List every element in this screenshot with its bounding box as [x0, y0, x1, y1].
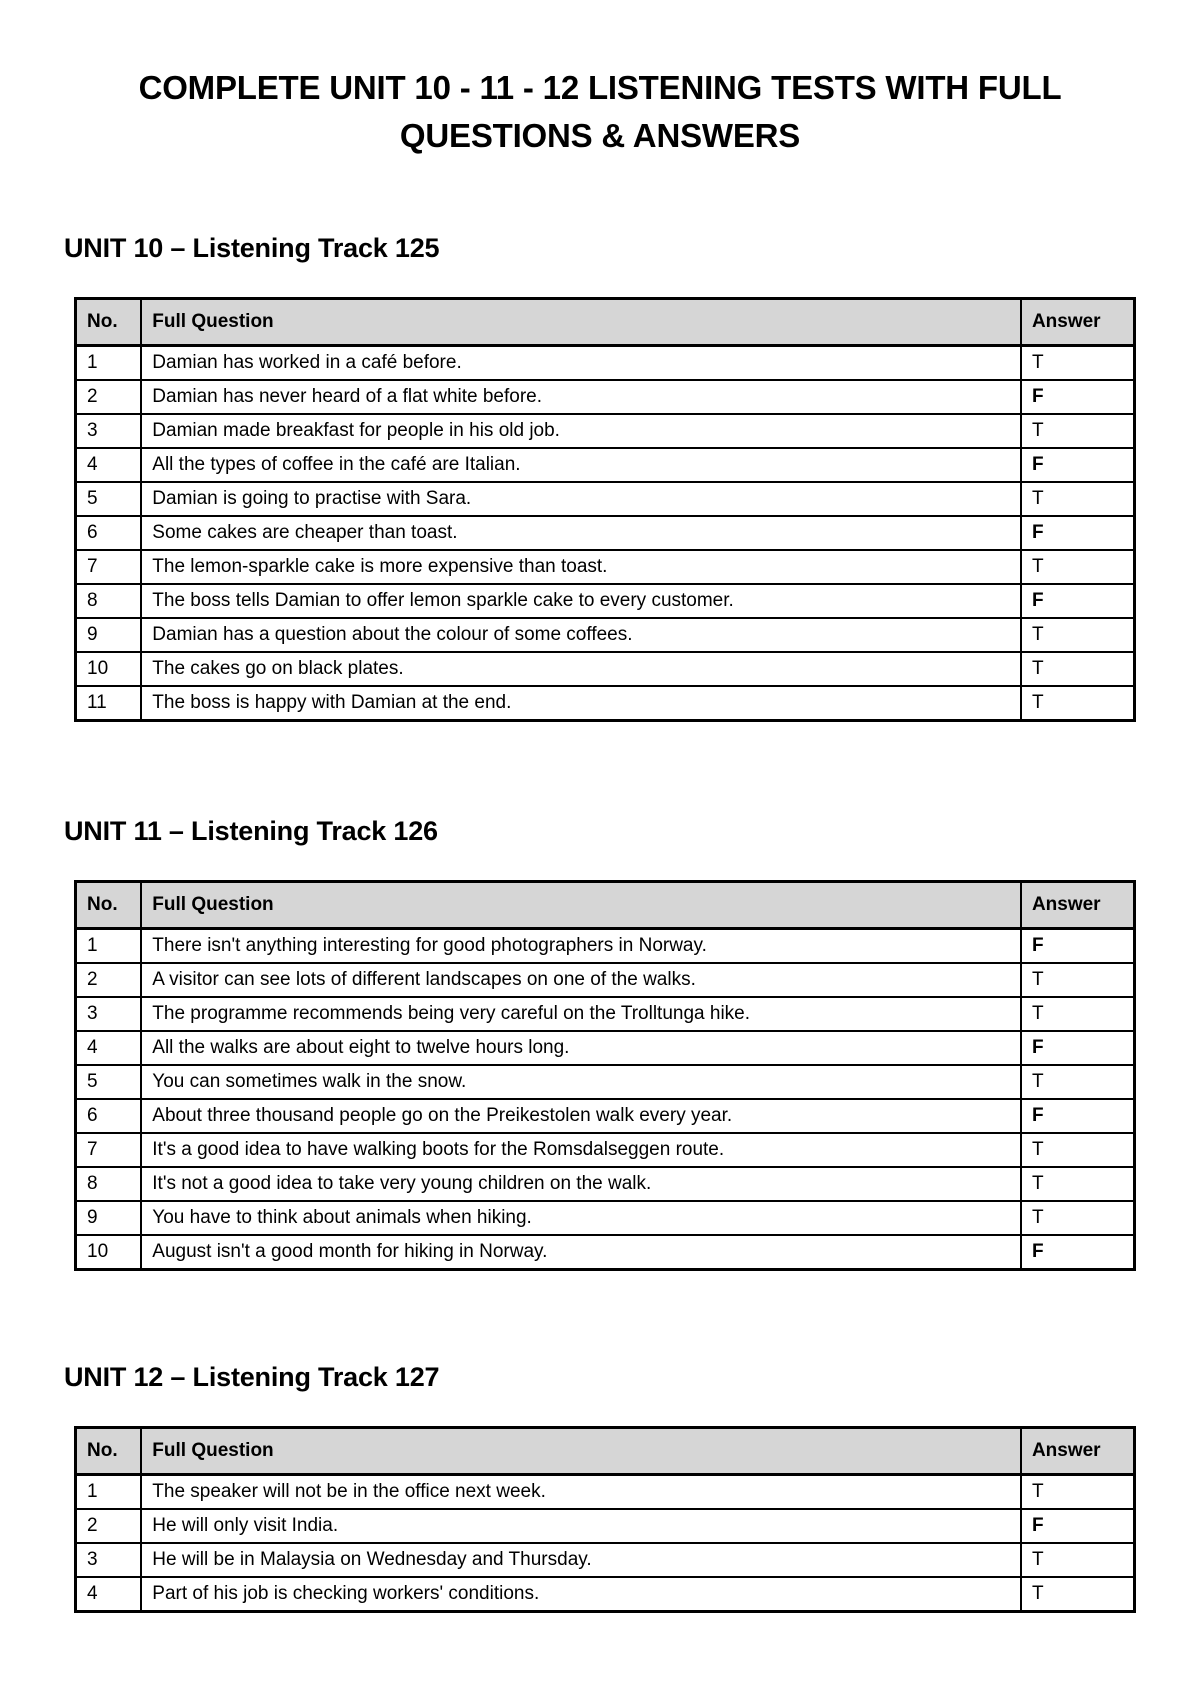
cell-no: 10 — [76, 1235, 142, 1270]
cell-no: 9 — [76, 618, 142, 652]
table-row — [76, 1509, 1135, 1543]
table-row — [76, 1031, 1135, 1065]
table-row — [76, 963, 1135, 997]
cell-answer: T — [1021, 346, 1135, 381]
cell-question: It's not a good idea to take very young children on the walk. — [141, 1167, 1021, 1201]
cell-question: The lemon-sparkle cake is more expensive than toast. — [141, 550, 1021, 584]
cell-question: Damian has a question about the colour of some coffees. — [141, 618, 1021, 652]
column-header-no: No. — [76, 1428, 142, 1475]
column-header-question: Full Question — [141, 1428, 1021, 1475]
table-row — [76, 516, 1135, 550]
unit-11-table — [74, 880, 1136, 1271]
cell-answer: F — [1021, 516, 1135, 550]
cell-question: There isn't anything interesting for good photographers in Norway. — [141, 929, 1021, 964]
table-header-row — [76, 1428, 1135, 1475]
table-row — [76, 1065, 1135, 1099]
cell-no: 5 — [76, 482, 142, 516]
cell-answer: T — [1021, 997, 1135, 1031]
table-body — [76, 1475, 1135, 1612]
cell-question: All the walks are about eight to twelve hours long. — [141, 1031, 1021, 1065]
column-header-answer: Answer — [1021, 882, 1135, 929]
cell-question: August isn't a good month for hiking in Norway. — [141, 1235, 1021, 1270]
cell-answer: T — [1021, 1167, 1135, 1201]
table-body — [76, 929, 1135, 1270]
unit-12-heading: UNIT 12 – Listening Track 127 — [64, 1362, 440, 1392]
cell-question: The cakes go on black plates. — [141, 652, 1021, 686]
table-row — [76, 346, 1135, 381]
table-row — [76, 1201, 1135, 1235]
table-body — [76, 346, 1135, 721]
cell-no: 1 — [76, 929, 142, 964]
cell-question: The programme recommends being very careful on the Trolltunga hike. — [141, 997, 1021, 1031]
table-row — [76, 482, 1135, 516]
table-header-row — [76, 882, 1135, 929]
cell-question: Damian has never heard of a flat white before. — [141, 380, 1021, 414]
table-row — [76, 929, 1135, 964]
cell-no: 5 — [76, 1065, 142, 1099]
table-row — [76, 1133, 1135, 1167]
cell-answer: F — [1021, 1031, 1135, 1065]
column-header-no: No. — [76, 299, 142, 346]
cell-no: 3 — [76, 1543, 142, 1577]
cell-answer: T — [1021, 1577, 1135, 1612]
table-row — [76, 1475, 1135, 1510]
cell-no: 6 — [76, 1099, 142, 1133]
cell-question: All the types of coffee in the café are Italian. — [141, 448, 1021, 482]
table-row — [76, 448, 1135, 482]
cell-answer: F — [1021, 380, 1135, 414]
table-row — [76, 414, 1135, 448]
cell-question: Some cakes are cheaper than toast. — [141, 516, 1021, 550]
cell-answer: F — [1021, 584, 1135, 618]
cell-answer: T — [1021, 1475, 1135, 1510]
cell-question: Damian has worked in a café before. — [141, 346, 1021, 381]
cell-answer: T — [1021, 1133, 1135, 1167]
cell-no: 4 — [76, 1031, 142, 1065]
column-header-question: Full Question — [141, 299, 1021, 346]
table-row — [76, 1543, 1135, 1577]
cell-question: He will be in Malaysia on Wednesday and Thursday. — [141, 1543, 1021, 1577]
cell-question: The boss is happy with Damian at the end. — [141, 686, 1021, 721]
cell-question: It's a good idea to have walking boots for the Romsdalseggen route. — [141, 1133, 1021, 1167]
cell-no: 6 — [76, 516, 142, 550]
cell-no: 2 — [76, 963, 142, 997]
cell-answer: T — [1021, 1065, 1135, 1099]
unit-10-heading: UNIT 10 – Listening Track 125 — [64, 233, 440, 263]
cell-question: The boss tells Damian to offer lemon sparkle cake to every customer. — [141, 584, 1021, 618]
cell-question: Part of his job is checking workers' conditions. — [141, 1577, 1021, 1612]
cell-question: Damian is going to practise with Sara. — [141, 482, 1021, 516]
cell-no: 1 — [76, 1475, 142, 1510]
cell-question: He will only visit India. — [141, 1509, 1021, 1543]
table-row — [76, 584, 1135, 618]
cell-answer: T — [1021, 652, 1135, 686]
table-row — [76, 1167, 1135, 1201]
cell-answer: T — [1021, 1201, 1135, 1235]
cell-answer: T — [1021, 550, 1135, 584]
cell-no: 7 — [76, 550, 142, 584]
cell-answer: T — [1021, 686, 1135, 721]
column-header-answer: Answer — [1021, 299, 1135, 346]
cell-no: 9 — [76, 1201, 142, 1235]
cell-question: The speaker will not be in the office next week. — [141, 1475, 1021, 1510]
cell-no: 1 — [76, 346, 142, 381]
table-row — [76, 380, 1135, 414]
cell-no: 4 — [76, 1577, 142, 1612]
table-row — [76, 550, 1135, 584]
table-row — [76, 686, 1135, 721]
cell-no: 8 — [76, 584, 142, 618]
cell-answer: T — [1021, 482, 1135, 516]
table-row — [76, 1235, 1135, 1270]
document-title: COMPLETE UNIT 10 - 11 - 12 LISTENING TESTS WITH FULL QUESTIONS & ANSWERS — [138, 69, 1062, 154]
cell-no: 4 — [76, 448, 142, 482]
column-header-answer: Answer — [1021, 1428, 1135, 1475]
cell-question: You have to think about animals when hiking. — [141, 1201, 1021, 1235]
table-row — [76, 652, 1135, 686]
cell-no: 2 — [76, 1509, 142, 1543]
cell-answer: T — [1021, 618, 1135, 652]
cell-answer: F — [1021, 1099, 1135, 1133]
unit-10-table — [74, 297, 1136, 722]
table-row — [76, 618, 1135, 652]
cell-question: Damian made breakfast for people in his old job. — [141, 414, 1021, 448]
cell-answer: F — [1021, 448, 1135, 482]
column-header-no: No. — [76, 882, 142, 929]
cell-question: About three thousand people go on the Preikestolen walk every year. — [141, 1099, 1021, 1133]
cell-answer: T — [1021, 414, 1135, 448]
cell-question: A visitor can see lots of different landscapes on one of the walks. — [141, 963, 1021, 997]
cell-no: 11 — [76, 686, 142, 721]
cell-answer: T — [1021, 1543, 1135, 1577]
table-row — [76, 997, 1135, 1031]
cell-no: 10 — [76, 652, 142, 686]
unit-11-heading: UNIT 11 – Listening Track 126 — [64, 816, 438, 846]
cell-no: 7 — [76, 1133, 142, 1167]
cell-answer: F — [1021, 1235, 1135, 1270]
cell-no: 2 — [76, 380, 142, 414]
cell-no: 8 — [76, 1167, 142, 1201]
table-row — [76, 1577, 1135, 1612]
unit-12-table — [74, 1426, 1136, 1613]
table-row — [76, 1099, 1135, 1133]
table-header-row — [76, 299, 1135, 346]
cell-no: 3 — [76, 997, 142, 1031]
cell-no: 3 — [76, 414, 142, 448]
cell-question: You can sometimes walk in the snow. — [141, 1065, 1021, 1099]
column-header-question: Full Question — [141, 882, 1021, 929]
cell-answer: T — [1021, 963, 1135, 997]
cell-answer: F — [1021, 929, 1135, 964]
cell-answer: F — [1021, 1509, 1135, 1543]
